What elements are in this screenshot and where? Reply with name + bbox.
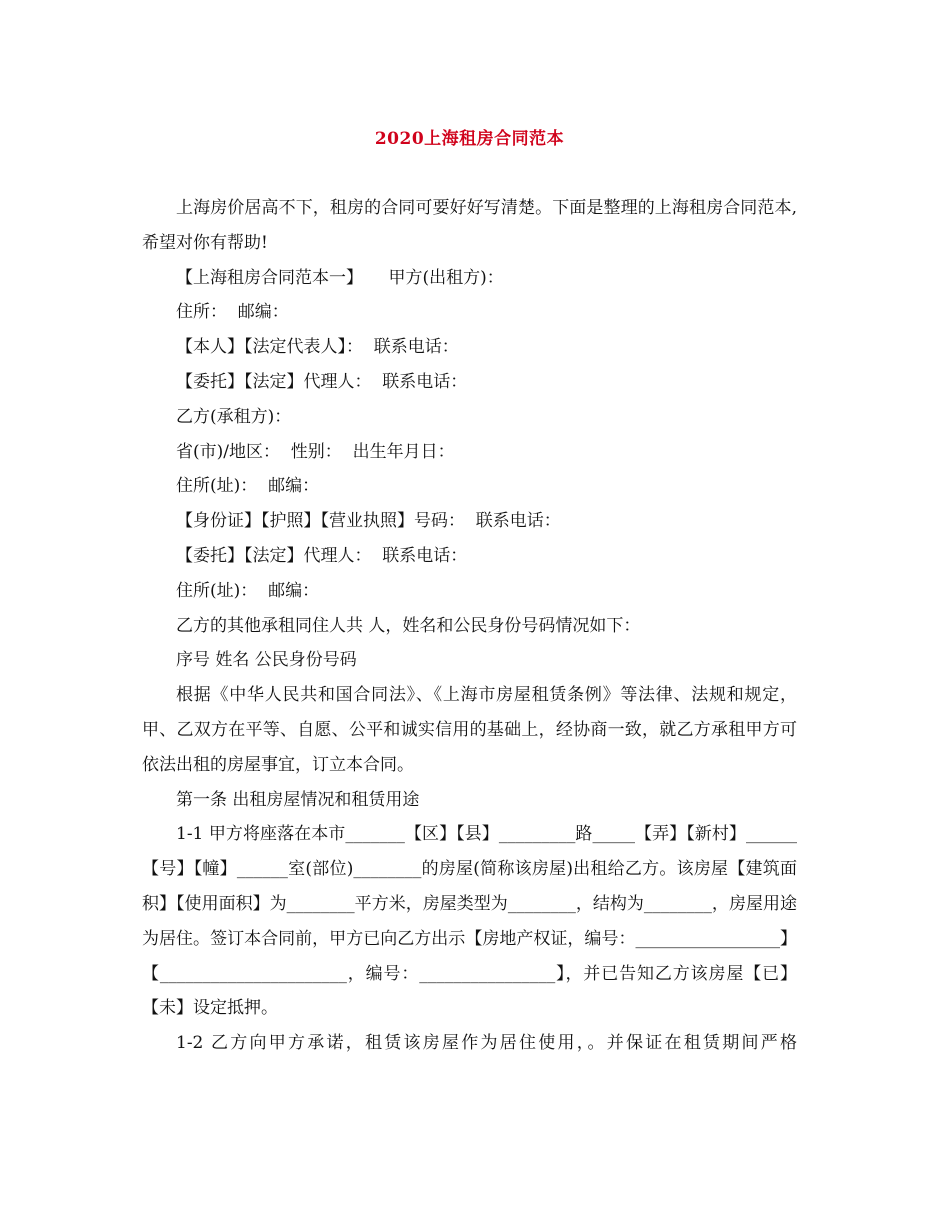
party-b-id: 【身份证】【护照】【营业执照】号码： 联系电话： <box>176 511 561 532</box>
party-a-representative: 【本人】【法定代表人】： 联系电话： <box>176 337 459 358</box>
party-b-agent: 【委托】【法定】代理人： 联系电话： <box>176 545 468 566</box>
party-a-agent: 【委托】【法定】代理人： 联系电话： <box>176 371 468 392</box>
party-b-agent-address: 住所(址)： 邮编： <box>176 580 320 601</box>
document-body <box>142 191 797 1061</box>
document-page <box>142 0 797 1230</box>
cotenants-intro: 乙方的其他承租同住人共 人，姓名和公民身份号码情况如下： <box>176 615 641 636</box>
party-b-address: 住所(址)： 邮编： <box>176 476 320 497</box>
article-one-heading: 第一条 出租房屋情况和租赁用途 <box>176 789 420 810</box>
party-b-heading: 乙方(承租方)： <box>176 406 292 427</box>
party-b-region: 省(市)/地区： 性别： 出生年月日： <box>176 441 455 462</box>
contract-heading-party-a: 【上海租房合同范本一】 甲方(出租方)： <box>176 267 504 288</box>
document-title: 2020上海租房合同范本 <box>374 129 565 149</box>
intro-paragraph: 上海房价居高不下，租房的合同可要好好写清楚。下面是整理的上海租房合同范本,希望对你有帮助! <box>142 198 797 253</box>
clause-1-2: 1-2 乙方向甲方承诺，租赁该房屋作为居住使用，。并保证在租赁期间严格 <box>176 1033 797 1054</box>
party-a-address: 住所： 邮编： <box>176 302 289 323</box>
legal-basis-paragraph: 根据《中华人民共和国合同法》、《上海市房屋租赁条例》等法律、法规和规定，甲、乙双方在平等、自愿、公平和诚实信用的基础上，经协商一致，就乙方承租甲方可依法出租的房屋事宜，订立本合同。 <box>142 685 797 775</box>
clause-1-1: 1-1 甲方将座落在本市_______【区】【县】_________路_____【弄】【新村】______【号】【幢】______室(部位)________的房屋(简称该房屋)出租给乙方。该房屋【建筑面积】【使用面积】为________平方米，房屋类型为________，结构为________，房屋用途为居住。签订本合同前，甲方已向乙方出示【房地产权证，编号：_________________】【______________________，编号：________________】，并已告知乙方该房屋【已】【未】设定抵押。 <box>142 824 797 1019</box>
cotenants-columns: 序号 姓名 公民身份号码 <box>176 650 357 671</box>
